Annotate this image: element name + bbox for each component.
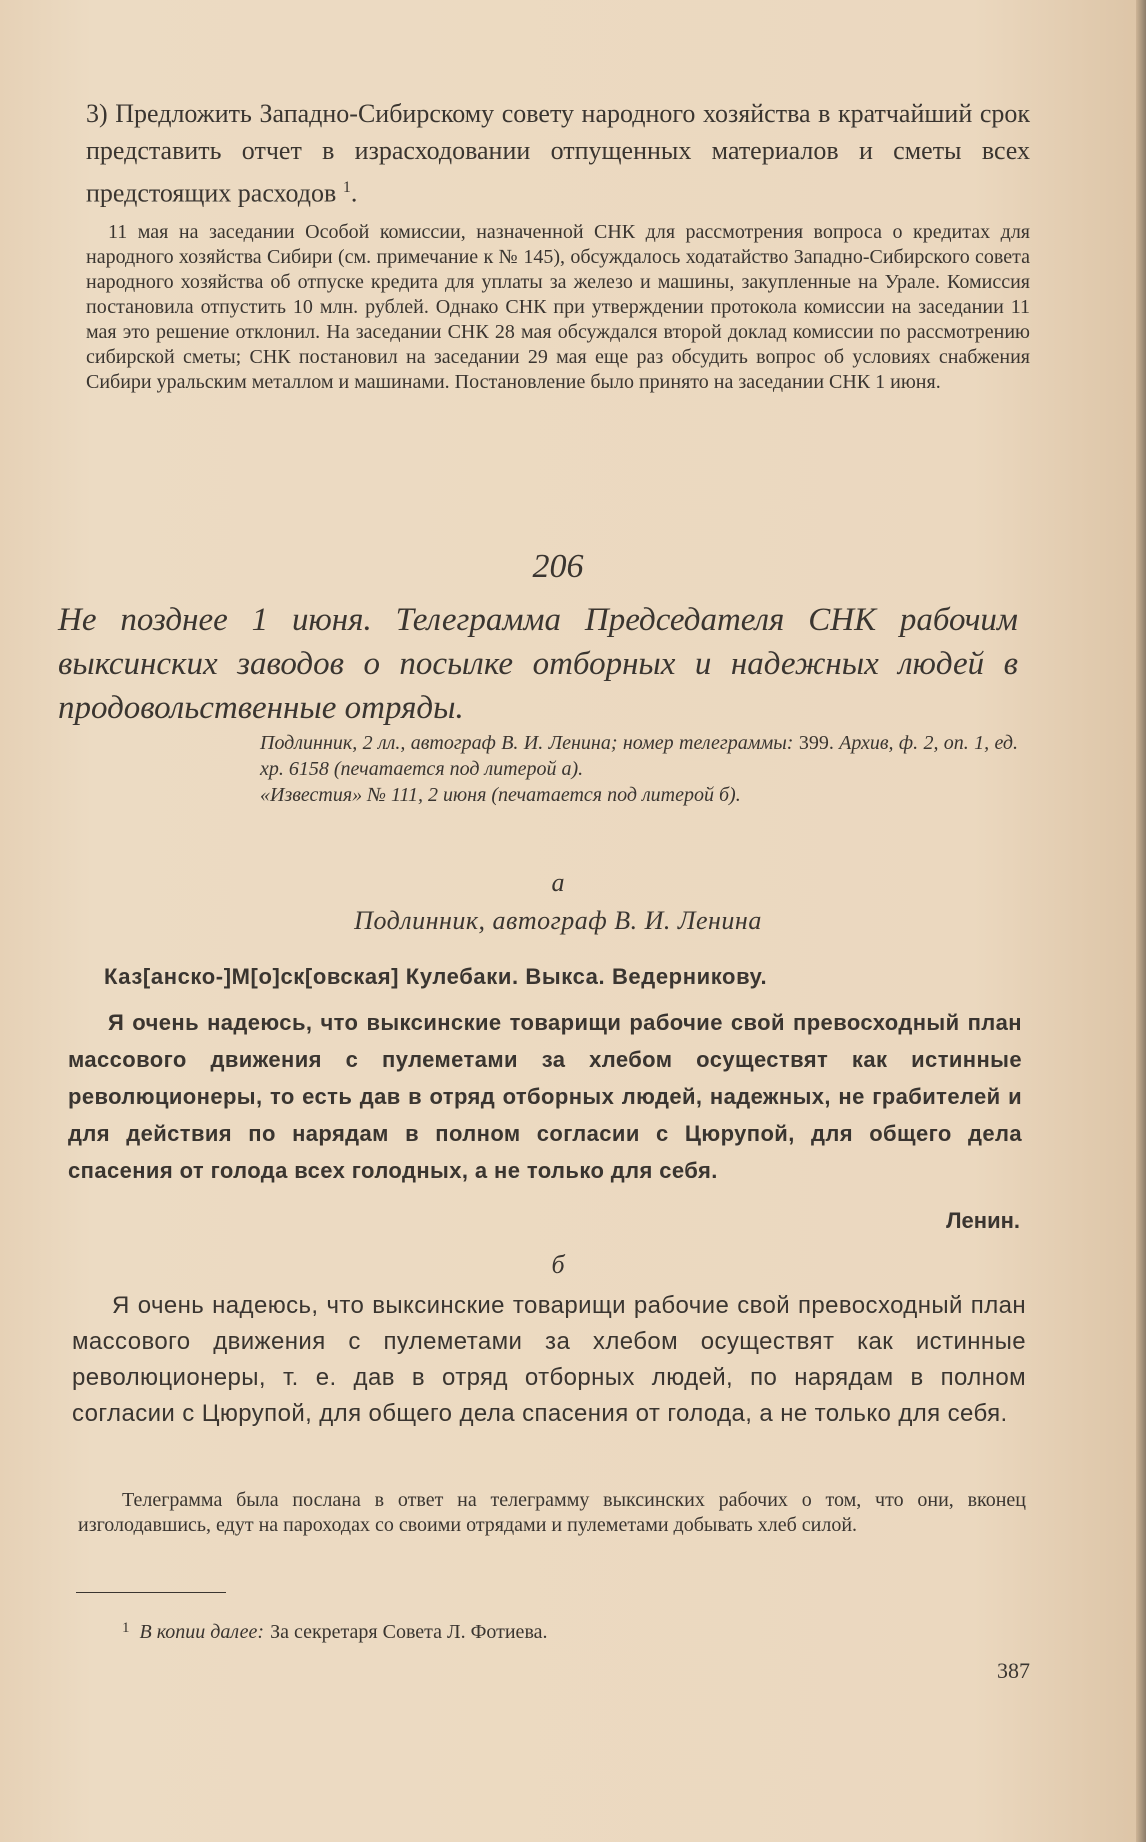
source-a-part-2: Архив, ф. 2, оп. 1, ед. хр. 6158 (печатается под литерой а). <box>260 732 1019 780</box>
document-number: 206 <box>532 548 584 585</box>
footnote <box>122 1620 1002 1644</box>
page-number: 387 <box>997 1658 1030 1683</box>
page-spine-shadow <box>1136 0 1146 1842</box>
variant-b-text: Я очень надеюсь, что выксинские товарищи рабочие свой превосходный план массового движения с пулеметами за хлебом осуществят как истинные революционеры, т. е. дав в отряд отборных людей, по нарядам в полном согласии с Цюрупой, для общего дела спасения от голода, а не только для себя. <box>72 1292 1026 1427</box>
intro-paragraph <box>86 95 1030 212</box>
intro-text: 3) Предложить Западно-Сибирскому совету народного хозяйства в кратчайший срок представить отчет в израсходовании отпущенных материалов и сметы всех предстоящих расходов <box>86 99 1030 208</box>
telegram-number: 399. <box>798 732 834 754</box>
source-a-part-1: Подлинник, 2 лл., автограф В. И. Ленина; номер телеграммы: <box>260 732 794 754</box>
source-b: «Известия» № 111, 2 июня (печатается под литерой б). <box>260 784 741 806</box>
footnote-text: За секретаря Совета Л. Фотиева. <box>270 1621 548 1643</box>
variant-a-letter: а <box>551 868 565 897</box>
editorial-note-1: 11 мая на заседании Особой комиссии, назначенной СНК для рассмотрения вопроса о кредитах для народного хозяйства Сибири (см. примечание к № 145), обсуждалось ходатайство Западно-Сибирского совета народного хозяйства об отпуске кредита для уплаты за железо и машины, закупленные на Урале. Комиссия постановила отпустить 10 млн. рублей. Однако СНК при утверждении протокола комиссии на заседании 11 мая это решение отклонил. На заседании СНК 28 мая обсуждался второй доклад комиссии по рассмотрению сибирской сметы; СНК постановил на заседании 29 мая еще раз обсудить вопрос об условиях снабжения Сибири уральским металлом и машинами. Постановление было принято на заседании СНК 1 июня. <box>86 221 1030 393</box>
variant-a-text: Я очень надеюсь, что выксинские товарищи рабочие свой превосходный план массового движения с пулеметами за хлебом осуществят как истинные революционеры, то есть дав в отряд отборных людей, надежных, не грабителей и для действия по нарядам в полном согласии с Цюрупой, для общего дела спасения от голода всех голодных, а не только для себя. <box>68 1010 1022 1183</box>
editorial-note-2: Телеграмма была послана в ответ на телеграмму выксинских рабочих о том, что они, вконец изголодавшись, едут на пароходах со своими отрядами и пулеметами добывать хлеб силой. <box>78 1489 1026 1536</box>
document-sources <box>260 730 1018 808</box>
document-title: Не позднее 1 июня. Телеграмма Председателя СНК рабочим выксинских заводов о посылке отборных и надежных людей в продовольственные отряды. <box>58 602 1018 726</box>
footnote-reference[interactable]: 1 <box>342 179 351 196</box>
telegram-address: Каз[анско-]М[о]ск[овская] Кулебаки. Выкса. Ведерникову. <box>104 964 768 989</box>
signature: Ленин. <box>946 1208 1020 1233</box>
footnote-divider <box>76 1592 226 1593</box>
variant-b-letter: б <box>551 1250 565 1279</box>
footnote-mark: 1 <box>122 1620 130 1636</box>
footnote-label: В копии далее: <box>139 1621 265 1643</box>
intro-end: . <box>350 178 358 208</box>
variant-a-subtitle: Подлинник, автограф В. И. Ленина <box>354 906 762 935</box>
source-a <box>260 730 1018 782</box>
